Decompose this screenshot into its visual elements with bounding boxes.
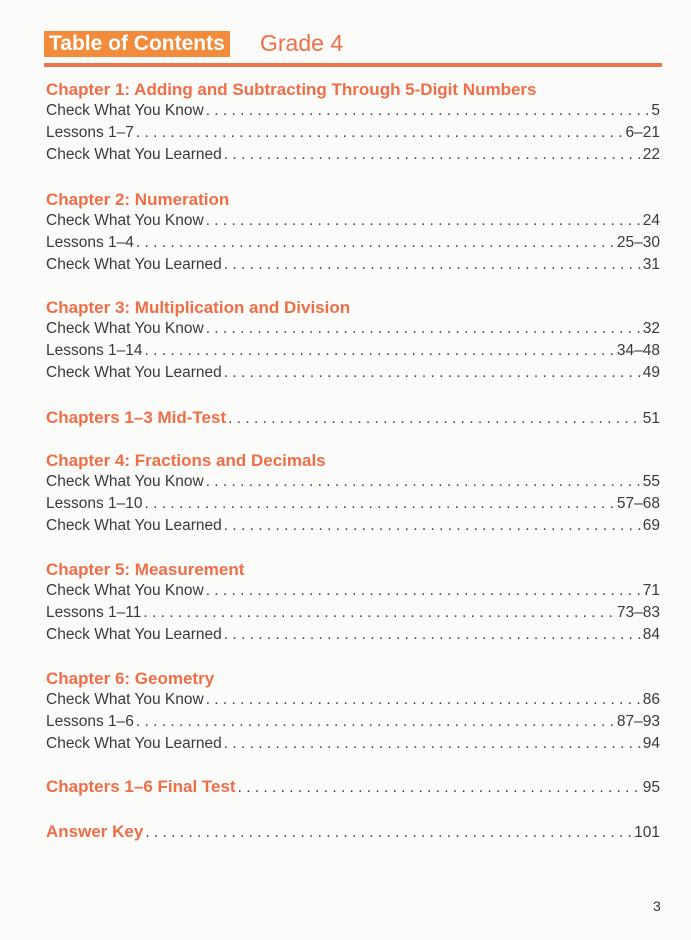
toc-entry[interactable] [46,494,660,514]
entry-label: Lessons 1–11 [46,604,142,621]
dot-leader [145,823,632,843]
entry-label: Lessons 1–14 [46,342,143,359]
entry-page: 5 [651,102,660,119]
entry-page: 31 [642,256,660,273]
entry-page: 73–83 [616,604,660,621]
dot-leader [206,472,641,492]
entry-label: Check What You Learned [46,146,222,163]
final-test-entry[interactable] [46,777,660,798]
entry-label: Check What You Learned [46,735,222,752]
dot-leader [228,409,641,429]
chapter-heading: Chapter 3: Multiplication and Division [46,298,351,317]
chapter-heading: Chapter 4: Fractions and Decimals [46,451,326,470]
chapter-heading: Chapter 1: Adding and Subtracting Through 5-Digit Numbers [46,80,537,99]
entry-page: 25–30 [616,234,660,251]
toc-entry[interactable] [46,581,660,601]
answer-key-entry[interactable] [46,822,660,843]
entry-label: Lessons 1–4 [46,234,134,251]
toc-entry[interactable] [46,233,660,253]
entry-label: Check What You Know [46,320,204,337]
dot-leader [206,319,641,339]
toc-entry[interactable] [46,255,660,275]
entry-page: 6–21 [625,124,660,141]
dot-leader [136,712,615,732]
dot-leader [143,603,615,623]
entry-page: 32 [642,320,660,337]
entry-label: Chapters 1–3 Mid-Test [46,408,227,427]
toc-entry[interactable] [46,472,660,492]
entry-label: Check What You Know [46,473,204,490]
toc-title: Table of Contents [44,31,230,57]
header-rule [44,63,662,67]
dot-leader [136,123,624,143]
dot-leader [224,516,641,536]
entry-label: Lessons 1–10 [46,495,143,512]
dot-leader [206,581,641,601]
dot-leader [136,233,615,253]
entry-label: Check What You Learned [46,517,222,534]
chapter-heading: Chapter 2: Numeration [46,190,230,209]
dot-leader [145,494,615,514]
dot-leader [224,363,641,383]
entry-label: Check What You Know [46,212,204,229]
entry-label: Lessons 1–6 [46,713,134,730]
toc-entry[interactable] [46,341,660,361]
entry-page: 34–48 [616,342,660,359]
entry-label: Check What You Know [46,582,204,599]
toc-entry[interactable] [46,734,660,754]
entry-page: 55 [642,473,660,490]
entry-label: Check What You Learned [46,364,222,381]
entry-page: 87–93 [616,713,660,730]
toc-entry[interactable] [46,211,660,231]
dot-leader [145,341,615,361]
dot-leader [206,690,641,710]
chapter-heading: Chapter 6: Geometry [46,669,215,688]
entry-page: 51 [642,410,660,427]
entry-page: 22 [642,146,660,163]
entry-page: 24 [642,212,660,229]
entry-label: Check What You Know [46,691,204,708]
entry-page: 84 [642,626,660,643]
toc-entry[interactable] [46,516,660,536]
toc-entry[interactable] [46,690,660,710]
entry-page: 101 [634,824,660,841]
entry-label: Lessons 1–7 [46,124,134,141]
dot-leader [206,211,641,231]
entry-page: 49 [642,364,660,381]
toc-entry[interactable] [46,712,660,732]
entry-page: 95 [642,779,660,796]
toc-entry[interactable] [46,319,660,339]
mid-test-entry[interactable] [46,408,660,429]
dot-leader [224,255,641,275]
entry-page: 86 [642,691,660,708]
entry-label: Check What You Learned [46,256,222,273]
toc-entry[interactable] [46,603,660,623]
toc-entry[interactable] [46,101,660,121]
dot-leader [224,625,641,645]
dot-leader [206,101,650,121]
entry-page: 94 [642,735,660,752]
toc-entry[interactable] [46,145,660,165]
toc-entry[interactable] [46,363,660,383]
dot-leader [238,778,641,798]
grade-label: Grade 4 [260,30,344,56]
entry-label: Check What You Learned [46,626,222,643]
entry-label: Answer Key [46,822,144,841]
toc-entry[interactable] [46,625,660,645]
page-number: 3 [653,898,661,914]
entry-label: Chapters 1–6 Final Test [46,777,236,796]
entry-page: 69 [642,517,660,534]
dot-leader [224,145,641,165]
dot-leader [224,734,641,754]
entry-page: 57–68 [616,495,660,512]
chapter-heading: Chapter 5: Measurement [46,560,245,579]
entry-label: Check What You Know [46,102,204,119]
entry-page: 71 [642,582,660,599]
toc-entry[interactable] [46,123,660,143]
